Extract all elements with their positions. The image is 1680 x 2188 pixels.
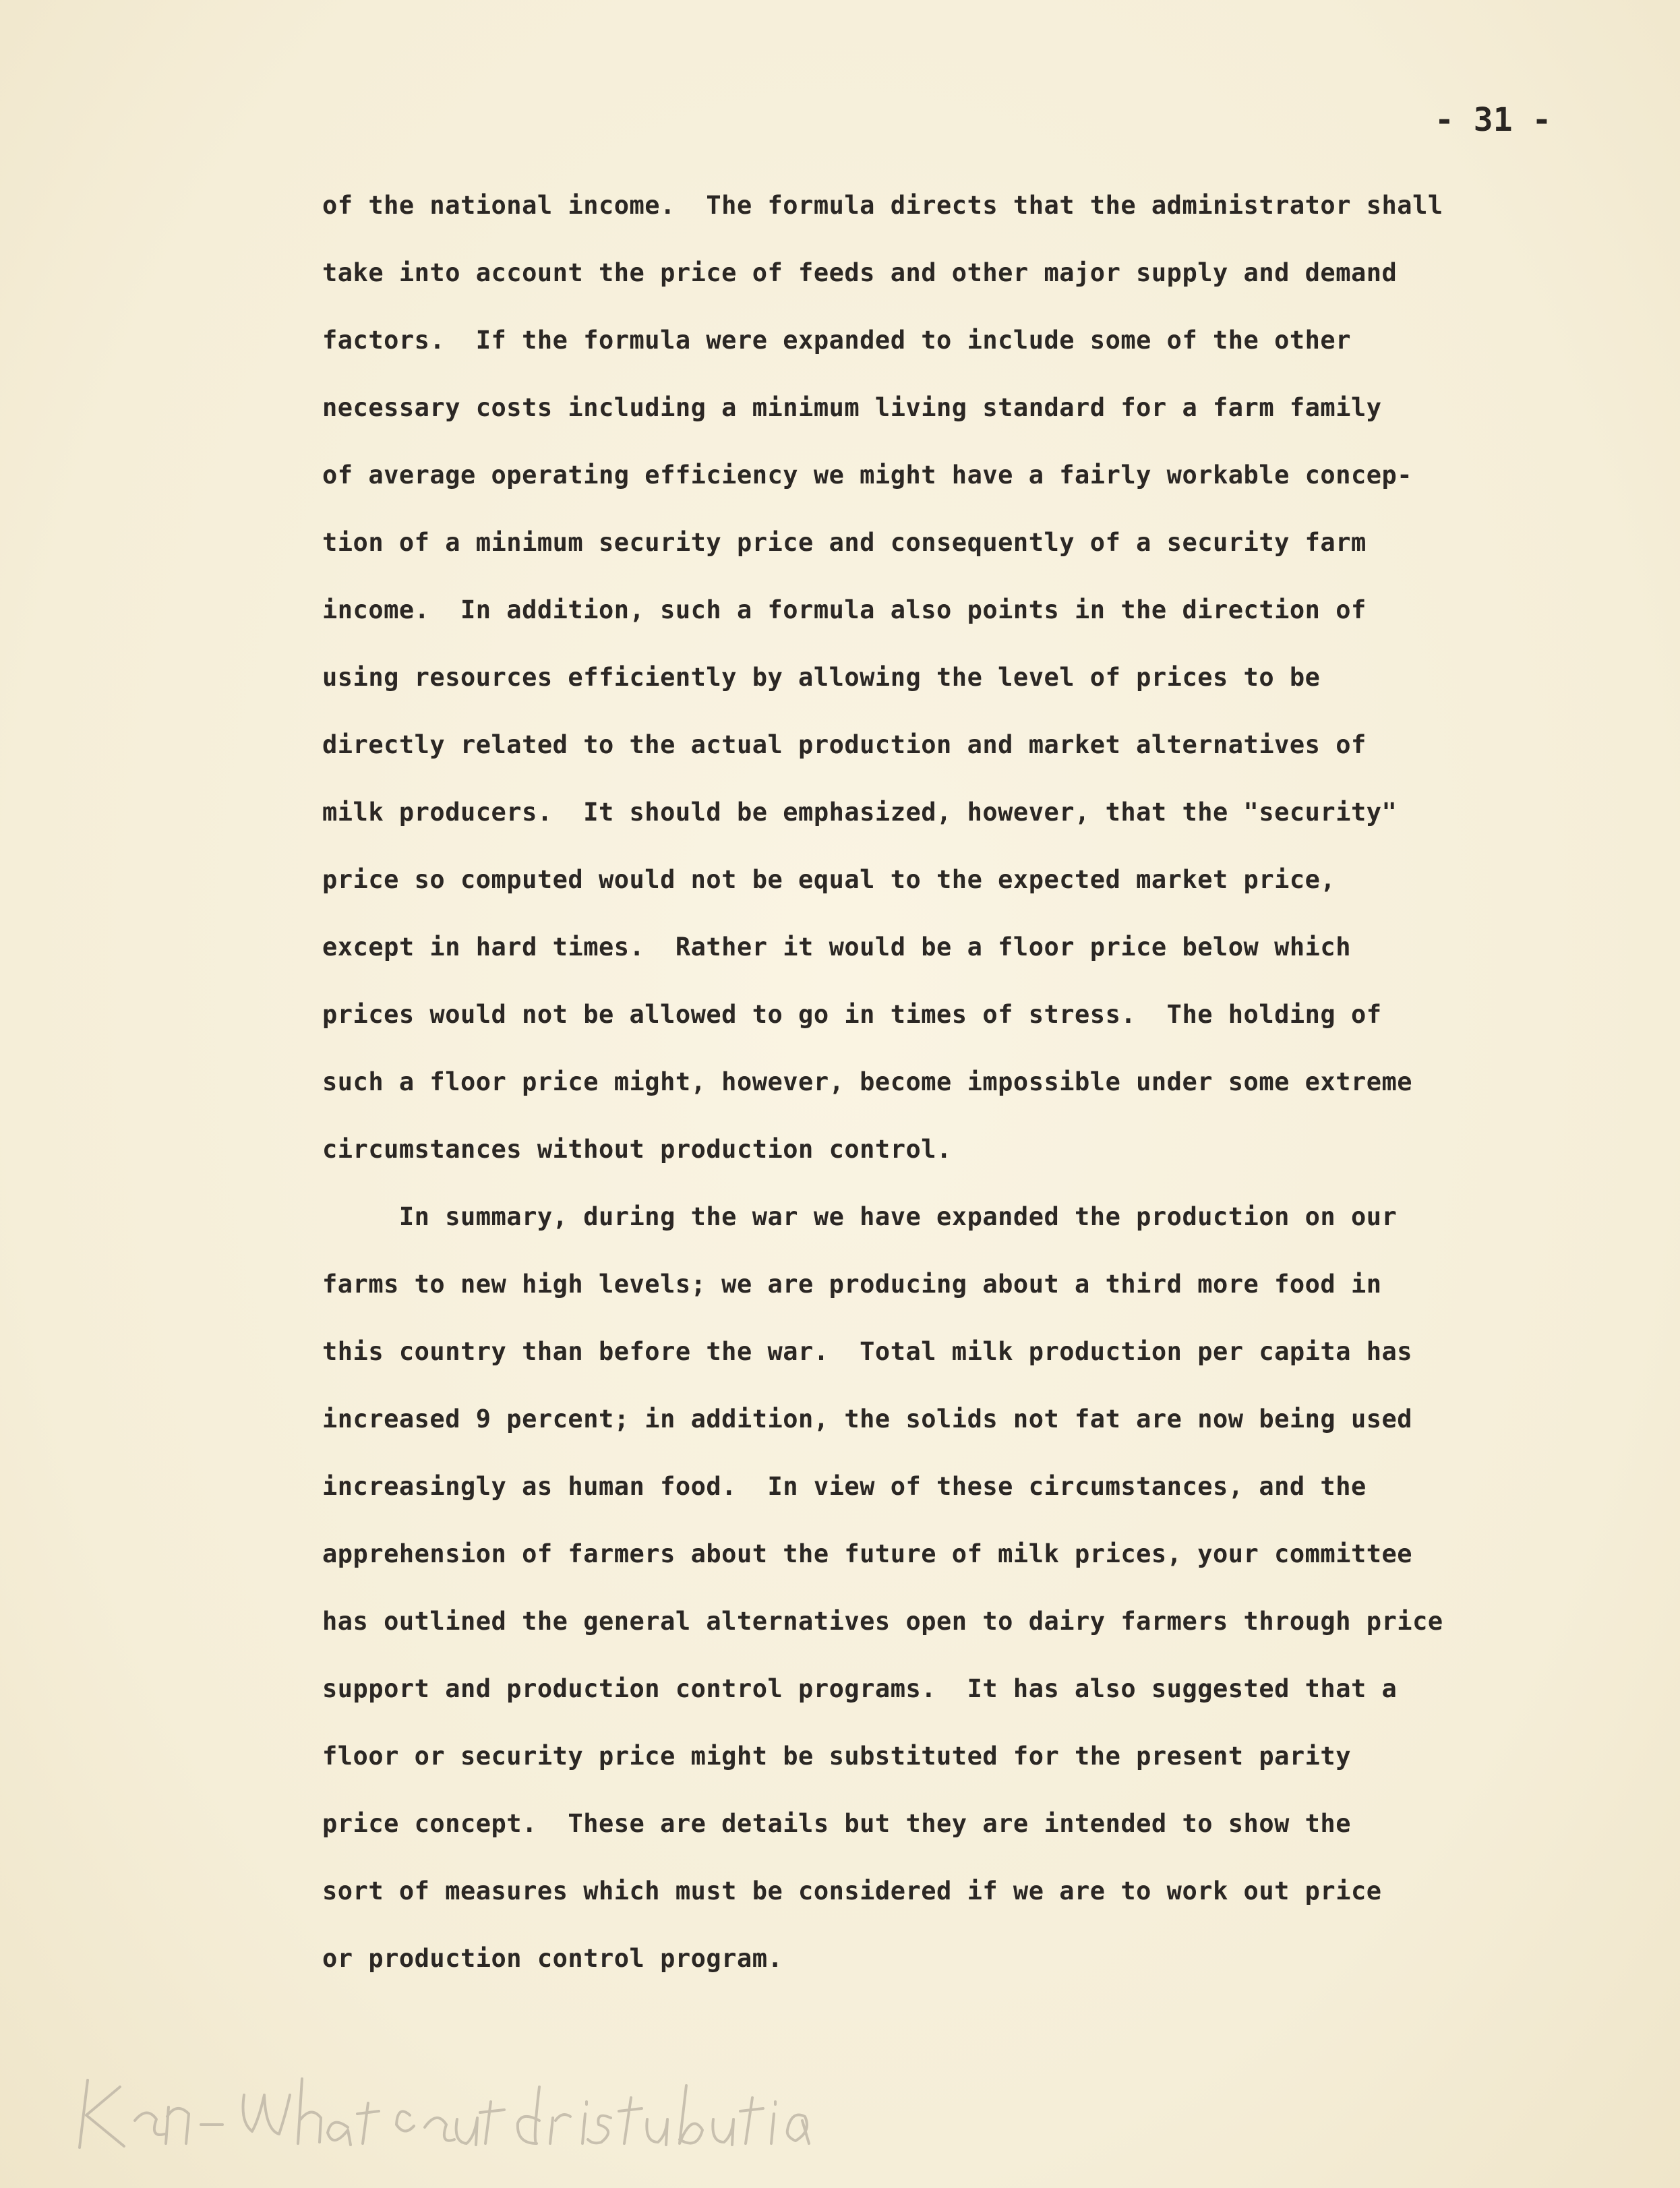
page-number: - 31 - bbox=[1435, 101, 1552, 139]
text-line: has outlined the general alternatives open to dairy farmers through price bbox=[322, 1607, 1443, 1636]
text-line: of the national income. The formula directs that the administrator shall bbox=[322, 191, 1443, 220]
text-line: support and production control programs. It has also suggested that a bbox=[322, 1674, 1398, 1703]
text-line: floor or security price might be substituted for the present parity bbox=[322, 1742, 1351, 1771]
text-line: prices would not be allowed to go in times of stress. The holding of bbox=[322, 1000, 1382, 1029]
text-line: apprehension of farmers about the future of milk prices, your committee bbox=[322, 1539, 1413, 1568]
text-line: using resources efficiently by allowing the level of prices to be bbox=[322, 663, 1321, 692]
text-line: take into account the price of feeds and other major supply and demand bbox=[322, 258, 1398, 287]
text-line: farms to new high levels; we are producing about a third more food in bbox=[322, 1270, 1382, 1299]
text-line: In summary, during the war we have expanded the production on our bbox=[322, 1202, 1398, 1231]
body-text bbox=[322, 172, 1590, 1992]
handwritten-note bbox=[67, 2073, 822, 2154]
text-line: milk producers. It should be emphasized, however, that the "security" bbox=[322, 798, 1398, 827]
text-line: circumstances without production control. bbox=[322, 1135, 952, 1164]
text-line: of average operating efficiency we might have a fairly workable concep- bbox=[322, 461, 1413, 490]
text-line: income. In addition, such a formula also points in the direction of bbox=[322, 595, 1367, 624]
text-line: necessary costs including a minimum living standard for a farm family bbox=[322, 393, 1382, 422]
text-line: this country than before the war. Total milk production per capita has bbox=[322, 1337, 1413, 1366]
text-line: price concept. These are details but they are intended to show the bbox=[322, 1809, 1351, 1838]
text-line: or production control program. bbox=[322, 1944, 783, 1973]
text-line: except in hard times. Rather it would be a floor price below which bbox=[322, 933, 1351, 962]
text-line: price so computed would not be equal to the expected market price, bbox=[322, 865, 1336, 894]
text-line: increased 9 percent; in addition, the solids not fat are now being used bbox=[322, 1405, 1413, 1433]
text-line: such a floor price might, however, become impossible under some extreme bbox=[322, 1067, 1413, 1096]
text-line: tion of a minimum security price and consequently of a security farm bbox=[322, 528, 1367, 557]
text-line: factors. If the formula were expanded to include some of the other bbox=[322, 326, 1351, 355]
text-line: sort of measures which must be considered if we are to work out price bbox=[322, 1876, 1382, 1905]
text-line: increasingly as human food. In view of these circumstances, and the bbox=[322, 1472, 1367, 1501]
text-line: directly related to the actual production and market alternatives of bbox=[322, 730, 1367, 759]
